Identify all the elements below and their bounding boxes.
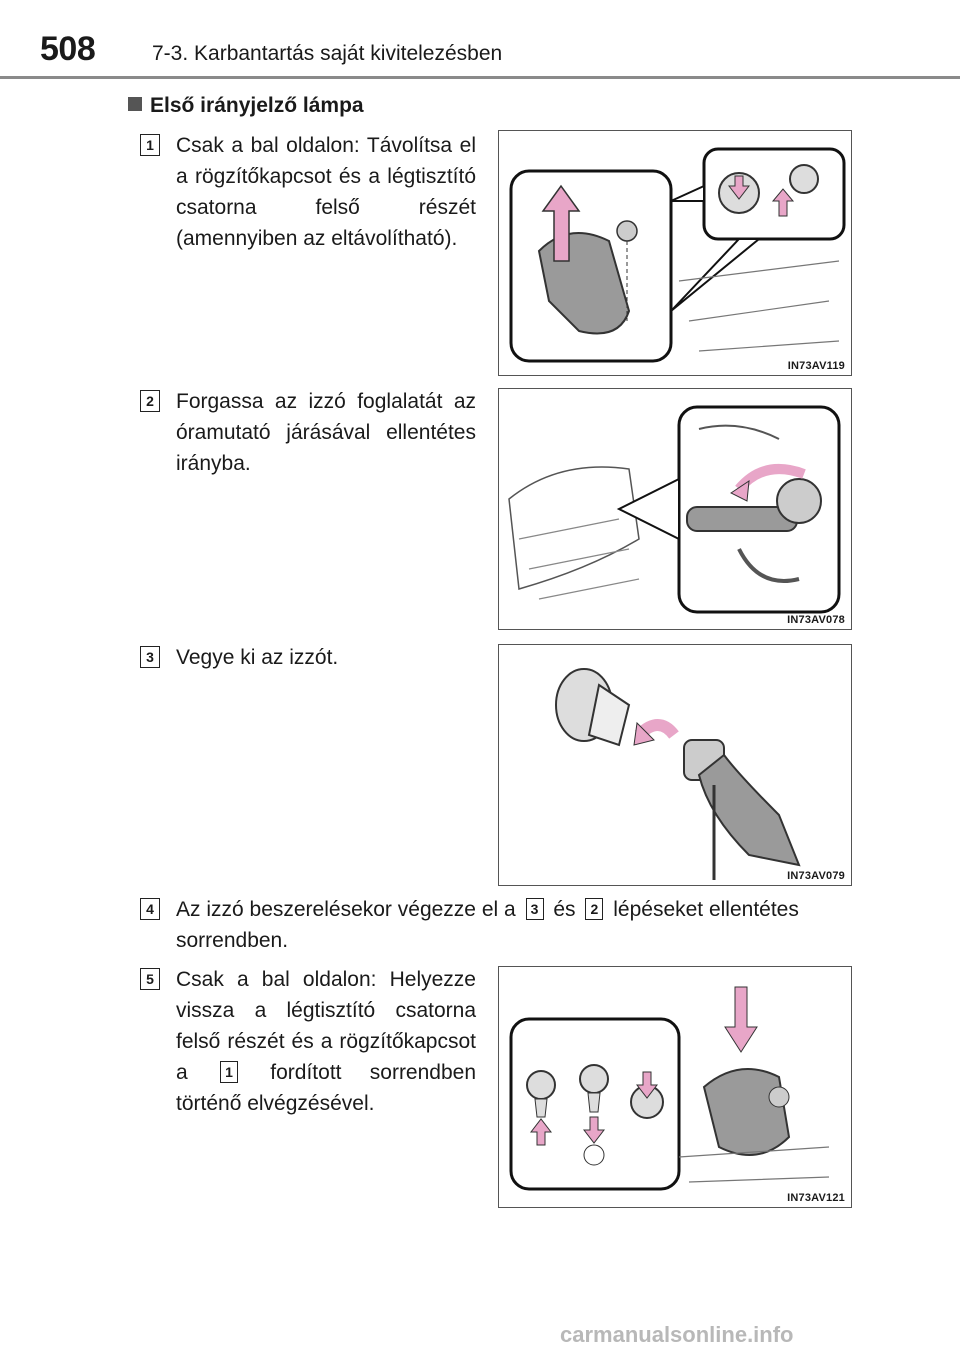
figure-code: IN73AV078	[787, 614, 845, 626]
step-number-3: 3	[140, 646, 160, 668]
watermark: carmanualsonline.info	[560, 1322, 794, 1347]
step-number-4: 4	[140, 898, 160, 920]
step-1-text: Csak a bal oldalon: Távolítsa el a rögzítőkapcsot és a légtisztító csatorna felső részét (amennyiben az eltávolítható).	[176, 134, 476, 250]
chapter-title: 7-3. Karbantartás saját kivitelezésben	[152, 42, 503, 65]
step-ref-1: 1	[220, 1061, 238, 1083]
step-1-illustration	[498, 130, 852, 376]
step-4-text-c: lépéseket ellentétes sorrendben.	[176, 898, 799, 952]
step-3-text: Vegye ki az izzót.	[176, 646, 339, 669]
header-divider	[0, 76, 960, 79]
step-ref-3: 3	[526, 898, 544, 920]
step-4-text	[176, 894, 856, 956]
step-4-text-b: és	[553, 898, 576, 921]
page-number: 508	[40, 30, 96, 68]
step-5-text-b: fordított sorrendben történő elvégzésével.	[176, 1061, 477, 1115]
step-ref-2: 2	[585, 898, 603, 920]
section-title	[128, 94, 364, 118]
step-number-5: 5	[140, 968, 160, 990]
bulb-socket-rotate-drawing	[499, 389, 851, 629]
step-number-2: 2	[140, 390, 160, 412]
step-5-illustration	[498, 966, 852, 1208]
page-header	[0, 0, 960, 80]
step-3-illustration	[498, 644, 852, 886]
section-title-text: Első irányjelző lámpa	[150, 94, 364, 117]
figure-code: IN73AV079	[787, 870, 845, 882]
bulb-removal-drawing	[499, 645, 851, 885]
figure-code: IN73AV121	[787, 1192, 845, 1204]
step-number-1: 1	[140, 134, 160, 156]
step-5-text-a: Csak a bal oldalon: Helyezze vissza a légtisztító csatorna felső részét és a rögzítőkapcsot a	[176, 968, 476, 1084]
clip-reinstall-drawing	[499, 967, 851, 1207]
step-4-text-a: Az izzó beszerelésekor végezze el a	[176, 898, 516, 921]
square-bullet-icon	[128, 97, 142, 111]
engine-bay-clip-drawing	[499, 131, 851, 375]
step-2-text: Forgassa az izzó foglalatát az óramutató járásával ellentétes irányba.	[176, 390, 476, 475]
figure-code: IN73AV119	[787, 360, 845, 372]
step-5-text	[176, 964, 476, 1119]
step-2-illustration	[498, 388, 852, 630]
